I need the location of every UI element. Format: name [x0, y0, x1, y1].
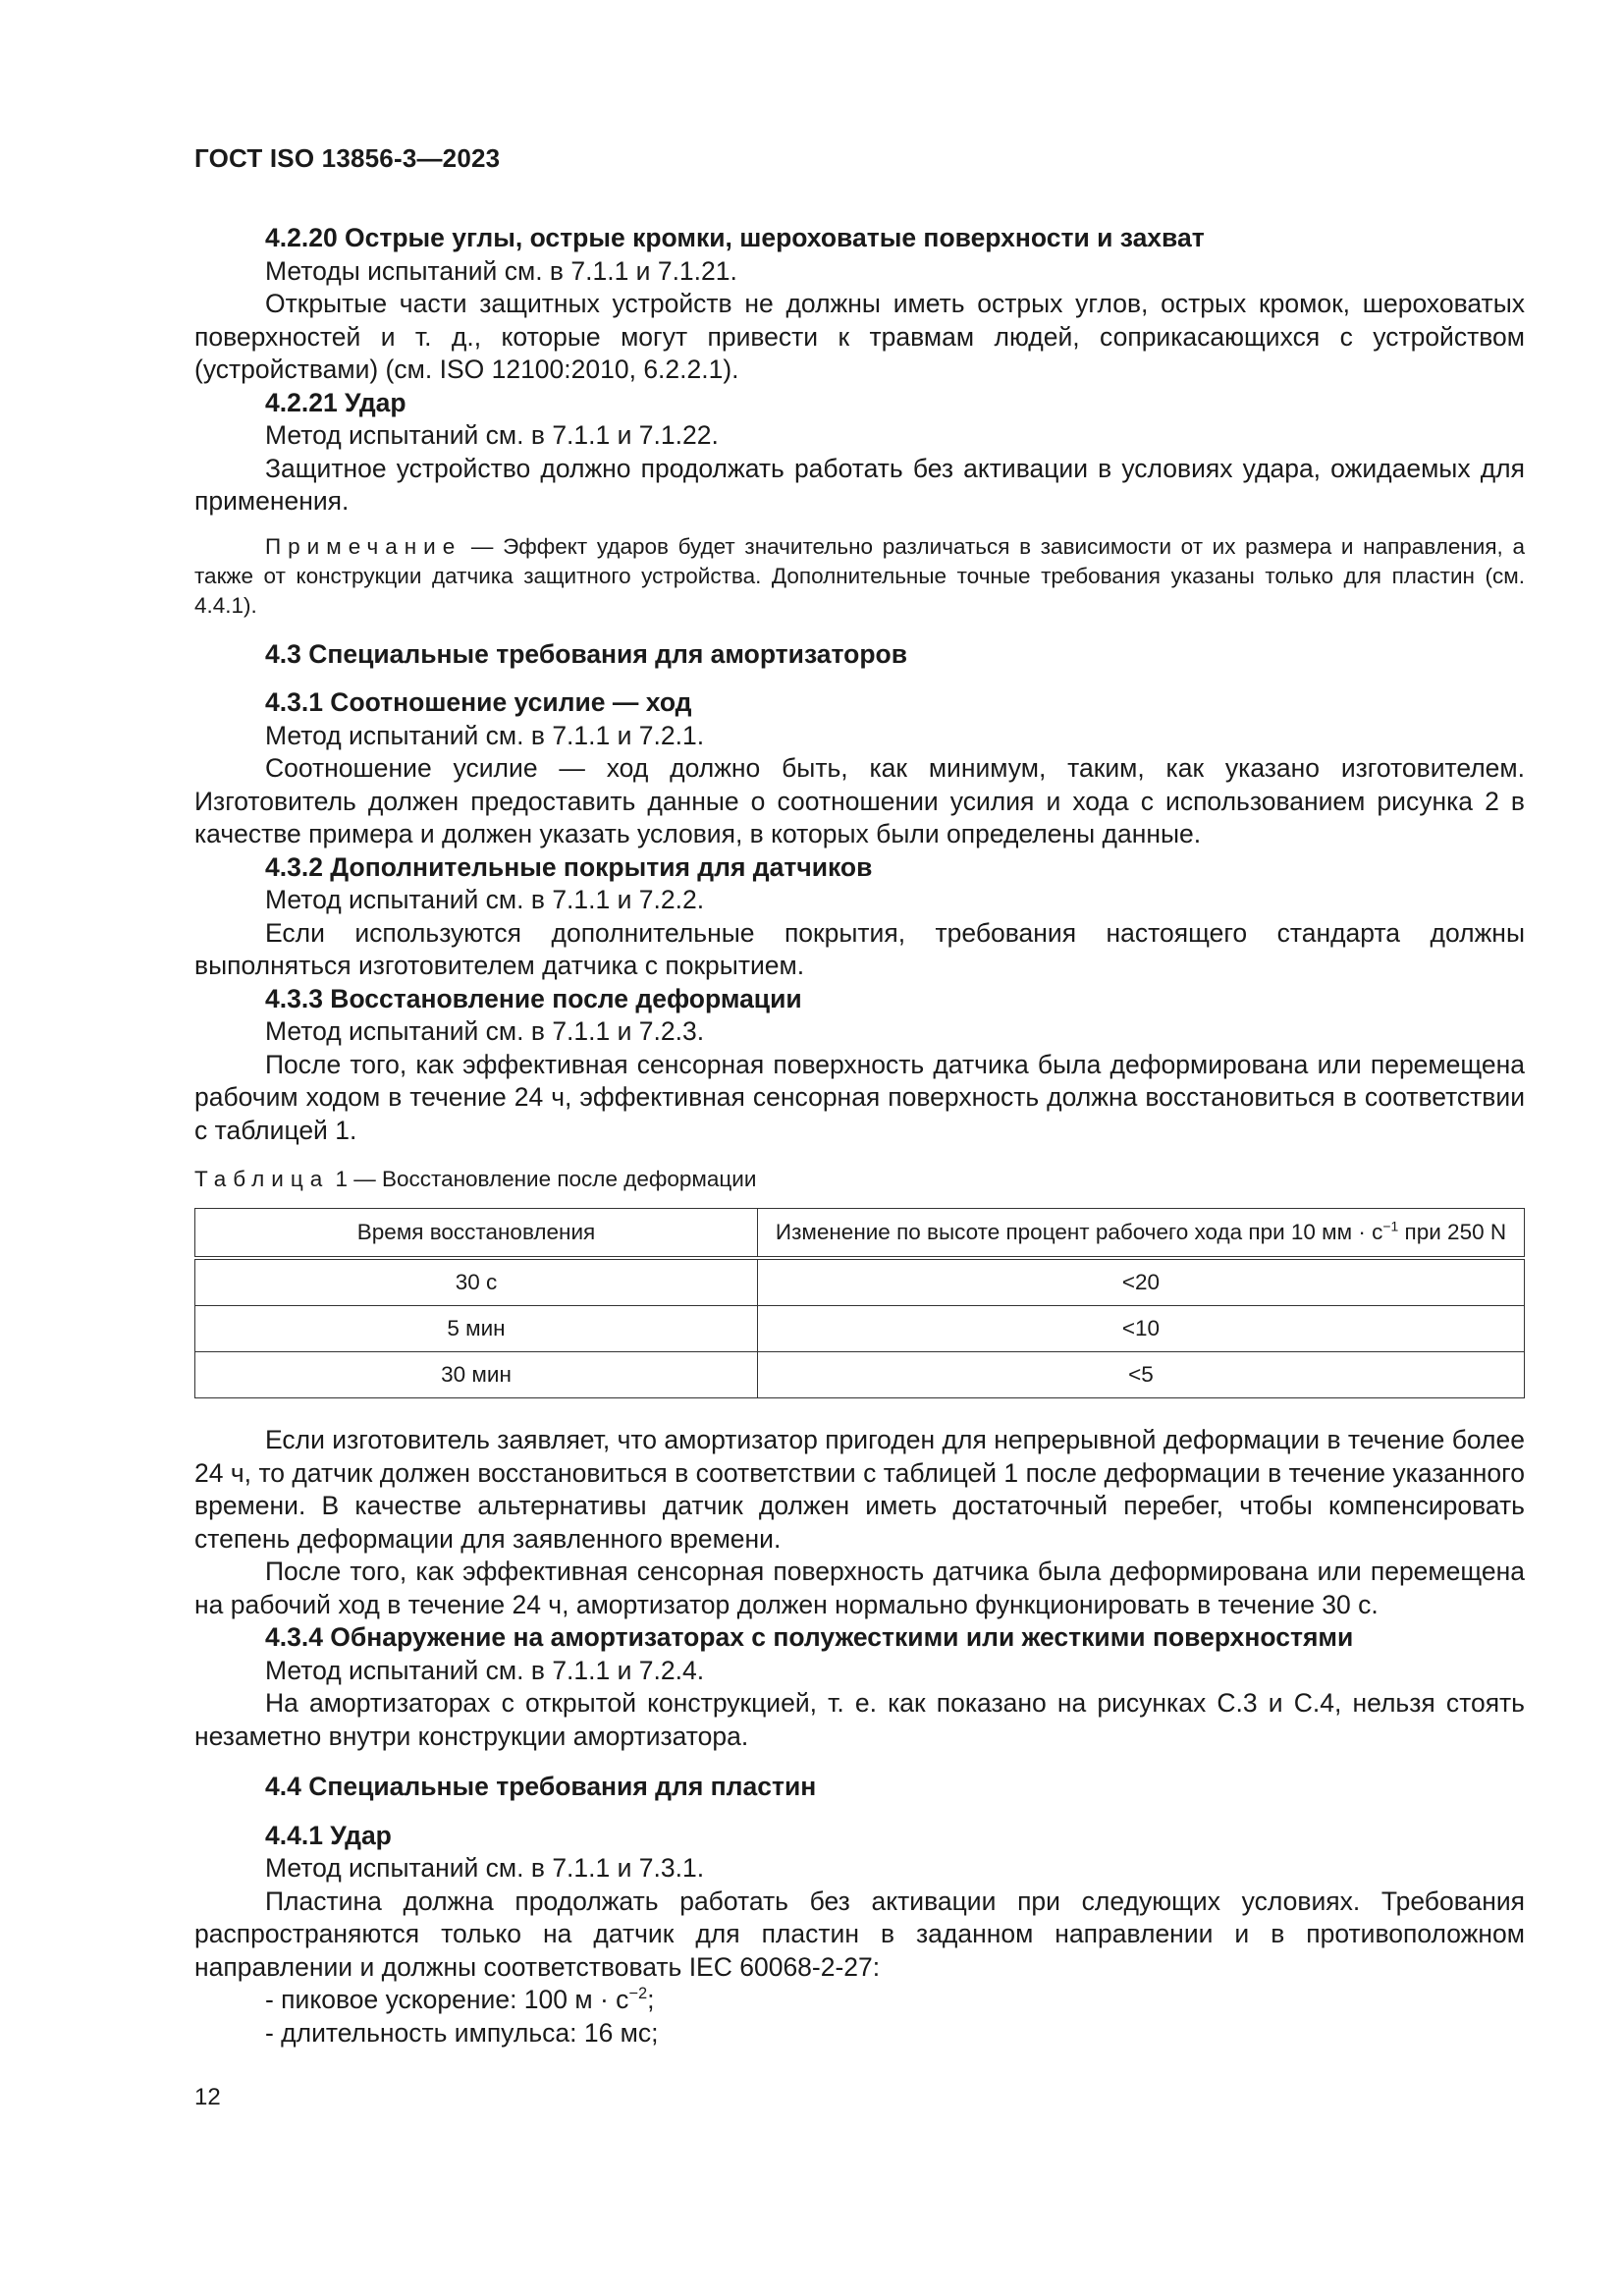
section-4-2-20-heading: 4.2.20 Острые углы, острые кромки, шероховатые поверхности и захват [265, 223, 1205, 252]
cell-time: 30 с [195, 1258, 758, 1306]
section-4-3-1-text: Соотношение усилие — ход должно быть, как минимум, таким, как указано изготовителем. Изготовитель должен предоставить данные о соотношении усилия и хода с использованием рисунка 2 в качестве примера и должен указать условия, в которых были определены данные. [194, 753, 1525, 848]
section-4-3-3-text: После того, как эффективная сенсорная поверхность датчика была деформирована или перемещена рабочим ходом в течение 24 ч, эффективная сенсорная поверхность должна восстановиться в соответствии с таблицей 1. [194, 1049, 1525, 1145]
column-header-height-change: Изменение по высоте процент рабочего хода при 10 мм · $с^{-1}$ при 250 N [758, 1209, 1525, 1259]
table-row [195, 1306, 1525, 1352]
section-4-2-21-method: Метод испытаний см. в 7.1.1 и 7.1.22. [265, 420, 719, 450]
document-id-header: ГОСТ ISO 13856-3—2023 [194, 143, 501, 173]
section-4-4-1-method: Метод испытаний см. в 7.1.1 и 7.3.1. [265, 1853, 705, 1883]
section-4-3-4-text: На амортизаторах с открытой конструкцией, т. е. как показано на рисунках С.3 и С.4, нельзя стоять незаметно внутри конструкции амортизатора. [194, 1688, 1525, 1751]
section-4-3-4-heading: 4.3.4 Обнаружение на амортизаторах с полужесткими или жесткими поверхностями [265, 1622, 1354, 1652]
section-4-3-2-text: Если используются дополнительные покрытия, требования настоящего стандарта должны выполняться изготовителем датчика с покрытием. [194, 917, 1525, 980]
section-4-4-1-text: Пластина должна продолжать работать без активации при следующих условиях. Требования распространяются только на датчик для пластин в заданном направлении и в противоположном направлении и должны соответствовать IEC 60068-2-27: [194, 1886, 1525, 1982]
table-row [195, 1258, 1525, 1306]
section-4-3-2-heading: 4.3.2 Дополнительные покрытия для датчиков [265, 851, 873, 882]
table-title: 1 — Восстановление после деформации [329, 1167, 757, 1191]
section-4-2-20-text: Открытые части защитных устройств не должны иметь острых углов, острых кромок, шероховатых поверхностей и т. д., которые могут привести к травмам людей, соприкасающихся с устройством (устройствами) (см. ISO 12100:2010, 6.2.2.1). [194, 289, 1525, 384]
list-item-pulse-duration: - длительность импульса: 16 мс; [265, 2017, 659, 2048]
section-4-3-3-text-3: После того, как эффективная сенсорная поверхность датчика была деформирована или перемещена на рабочий ход в течение 24 ч, амортизатор должен нормально функционировать в течение 30 с. [194, 1557, 1525, 1619]
table-1-caption [194, 1165, 1525, 1194]
section-4-3-3-text-2: Если изготовитель заявляет, что амортизатор пригоден для непрерывной деформации в течение более 24 ч, то датчик должен восстановиться в соответствии с таблицей 1 после деформации в течение указанного времени. В качестве альтернативы датчик должен иметь достаточный перебег, чтобы компенсировать степень деформации для заявленного времени. [194, 1425, 1525, 1554]
table-label: Таблица [194, 1167, 330, 1191]
cell-time: 30 мин [195, 1352, 758, 1398]
recovery-table [194, 1208, 1525, 1398]
section-4-2-20-method: Методы испытаний см. в 7.1.1 и 7.1.21. [265, 255, 737, 286]
section-4-3-3-heading: 4.3.3 Восстановление после деформации [265, 983, 802, 1013]
section-4-2-21-note [194, 532, 1525, 621]
cell-value: <5 [758, 1352, 1525, 1398]
list-item-peak-acceleration: - пиковое ускорение: 100 $м \cdot с^{-2}$; [265, 1985, 655, 2014]
section-4-4-heading: 4.4 Специальные требования для пластин [265, 1772, 817, 1801]
column-header-recovery-time: Время восстановления [195, 1209, 758, 1259]
page-content [194, 222, 1525, 2050]
section-4-3-3-method: Метод испытаний см. в 7.1.1 и 7.2.3. [265, 1016, 705, 1046]
section-4-3-1-method: Метод испытаний см. в 7.1.1 и 7.2.1. [265, 720, 705, 750]
section-4-3-1-heading: 4.3.1 Соотношение усилие — ход [265, 687, 692, 717]
table-header-row [195, 1209, 1525, 1259]
section-4-4-1-heading: 4.4.1 Удар [265, 1820, 392, 1850]
section-4-2-21-heading: 4.2.21 Удар [265, 387, 406, 417]
note-label: Примечание [265, 533, 462, 559]
cell-value: <10 [758, 1306, 1525, 1352]
note-text: — Эффект ударов будет значительно различаться в зависимости от их размера и направления, а также от конструкции датчика защитного устройства. Дополнительные точные требования указаны только для пластин (см. 4.4.1). [194, 533, 1525, 618]
section-4-3-2-method: Метод испытаний см. в 7.1.1 и 7.2.2. [265, 885, 705, 914]
section-4-3-heading: 4.3 Специальные требования для амортизаторов [265, 638, 907, 669]
cell-value: <20 [758, 1258, 1525, 1306]
page-number: 12 [194, 2084, 221, 2110]
table-row [195, 1352, 1525, 1398]
section-4-3-4-method: Метод испытаний см. в 7.1.1 и 7.2.4. [265, 1655, 705, 1685]
section-4-2-21-text: Защитное устройство должно продолжать работать без активации в условиях удара, ожидаемых для применения. [194, 453, 1525, 516]
cell-time: 5 мин [195, 1306, 758, 1352]
